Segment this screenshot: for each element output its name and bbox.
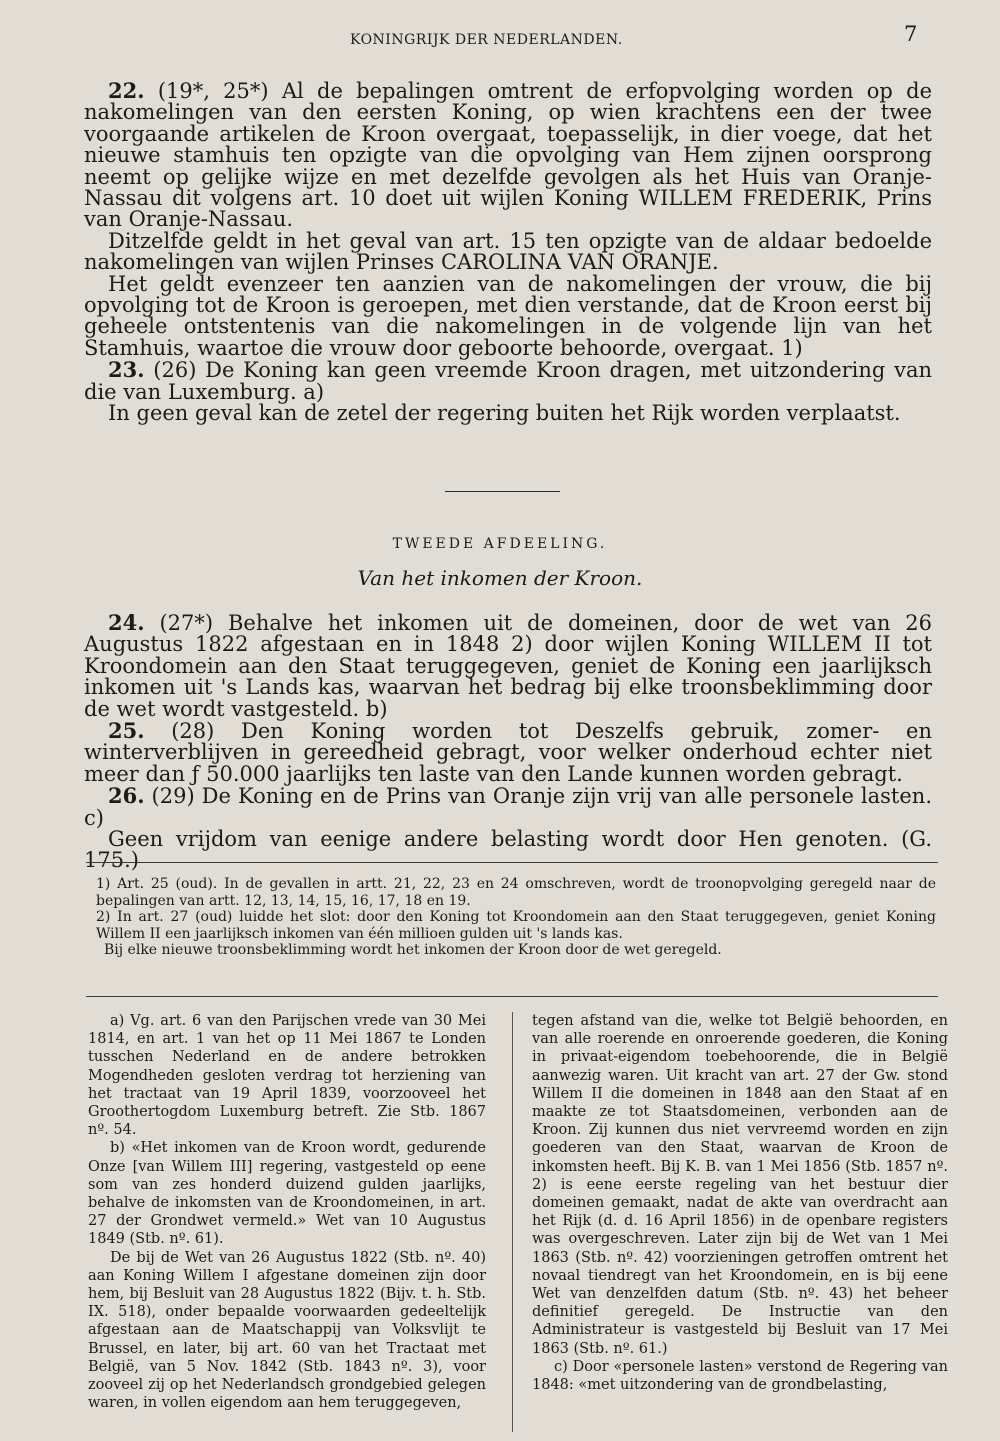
note-a: a) Vg. art. 6 van den Parijschen vrede van 30 Mei 1814, en art. 1 van het op 11 Mei 1867 te Londen tusschen Nederland en de andere betrokken Mogendheden gesloten verdrag tot herziening van het tractaat van 19 April 1839, voorzooveel het Groothertogdom Luxemburg betreft. Zie Stb. 1867 nº. 54.: [88, 1013, 486, 1139]
main-text-part-1: [84, 80, 932, 425]
article-text: (26) De Koning kan geen vreemde Kroon dragen, met uitzondering van die van Luxemburg. a): [84, 358, 932, 404]
main-text-part-2: [84, 612, 932, 872]
footnote-2-continued: Bij elke nieuwe troonsbeklimming wordt het inkomen der Kroon door de wet geregeld.: [104, 942, 722, 959]
paragraph: Het geldt evenzeer ten aanzien van de nakomelingen der vrouw, die bij opvolging tot de Kroon is geroepen, met dien verstande, dat de Kroon eerst bij geheele ontstentenis van die nakomelingen in de volgende lijn van het Stamhuis, waartoe die vrouw door geboorte behoorde, overgaat. 1): [84, 271, 932, 360]
footnote-1: 1) Art. 25 (oud). In de gevallen in artt. 21, 22, 23 en 24 omschreven, wordt de troonopvolging geregeld naar de bepalingen van artt. 12, 13, 14, 15, 16, 17, 18 en 19.: [96, 876, 936, 909]
article-number: 22.: [108, 78, 145, 103]
article-24: [84, 612, 932, 720]
section-divider: [445, 491, 560, 492]
article-22: [84, 80, 932, 231]
page-number: 7: [904, 22, 918, 46]
article-number: 25.: [108, 718, 145, 744]
notes-rule: [86, 996, 938, 997]
article-25: [84, 720, 932, 785]
article-text: (19*, 25*) Al de bepalingen omtrent de erfopvolging worden op de nakomelingen van den eersten Koning, op wien krachtens een der twee voorgaande artikelen de Kroon overgaat, toepasselijk, in dier voege, dat het nieuwe stamhuis ten opzigte van die opvolging van Hem zijnen oorsprong neemt op gelijke wijze en met dezelfde gevolgen als het Huis van Oranje-Nassau dit volgens art. 10 doet uit wijlen Koning WILLEM FREDERIK, Prins van Oranje-Nassau.: [84, 79, 932, 232]
article-text: (27*) Behalve het inkomen uit de domeinen, door de wet van 26 Augustus 1822 afgestaan en in 1848 2) door wijlen Koning WILLEM II tot Kroondomein aan den Staat teruggegeven, geniet de Koning een jaarlijksch inkomen uit 's Lands kas, waarvan het bedrag bij elke troonsbeklimming door de wet wordt vastgesteld. b): [84, 611, 932, 721]
article-number: 23.: [108, 357, 145, 383]
footnote-rule: [86, 862, 938, 863]
article-text: (28) Den Koning worden tot Deszelfs gebruik, zomer- en winterverblijven in gereedheid gebragt, voor welker onderhoud echter niet meer dan ƒ 50.000 jaarlijks ten laste van den Lande kunnen worden gebragt.: [84, 719, 932, 786]
paragraph: Geen vrijdom van eenige andere belasting wordt door Hen genoten. (G. 175.): [84, 827, 932, 873]
note-b-continued-right: tegen afstand van die, welke tot België behoorden, en van alle roerende en onroerende goederen, die Koning in privaat-eigendom toebehoorende, die in België aanwezig waren. Uit kracht van art. 27 der Gw. stond Willem II die domeinen in 1848 aan den Staat af en maakte ze tot Staatsdomeinen, verbonden aan de Kroon. Zij kunnen dus niet vervreemd worden en zijn goederen van den Staat, waarvan de Kroon de inkomsten heeft. Bij K. B. van 1 Mei 1856 (Stb. 1857 nº. 2) is eene eerste regeling van het bestuur dier domeinen gemaakt, nadat de akte van overdracht aan het Rijk (d. d. 16 April 1856) in de openbare registers was overgeschreven. Later zijn bij de Wet van 1 Mei 1863 (Stb. nº. 42) voorzieningen getroffen omtrent het novaal tiendregt van het Kroondomein, en is bij eene Wet van denzelfden datum (Stb. nº. 43) het beheer definitief geregeld. De Instructie van den Administrateur is vastgesteld bij Besluit van 17 Mei 1863 (Stb. nº. 61.): [532, 1013, 948, 1357]
note-b: b) «Het inkomen van de Kroon wordt, gedurende Onze [van Willem III] regering, vastgesteld op eene som van zes honderd duizend gulden jaarlijks, behalve de inkomsten van de Kroondomeinen, in art. 27 der Grondwet vermeld.» Wet van 10 Augustus 1849 (Stb. nº. 61).: [88, 1140, 486, 1248]
note-c: c) Door «personele lasten» verstond de Regering van 1848: «met uitzondering van de grondbelasting,: [532, 1358, 948, 1394]
article-number: 26.: [108, 783, 145, 809]
article-text: (29) De Koning en de Prins van Oranje zijn vrij van alle personele lasten. c): [84, 784, 932, 830]
article-number: 24.: [108, 610, 145, 635]
note-b-continued: De bij de Wet van 26 Augustus 1822 (Stb. nº. 40) aan Koning Willem I afgestane domeinen zijn door hem, bij Besluit van 28 Augustus 1822 (Bijv. t. h. Stb. IX. 518), onder bepaalde voorwaarden gedeeltelijk afgestaan aan de Maatschappij van Volksvlijt te Brussel, en later, bij art. 60 van het Tractaat met België, van 5 Nov. 1842 (Stb. 1843 nº. 3), voor zooveel zij op het Nederlandsch grondgebied gelegen waren, in vollen eigendom aan hem teruggegeven,: [88, 1249, 486, 1412]
running-head: KONINGRIJK DER NEDERLANDEN.: [350, 32, 623, 48]
footnotes: [96, 876, 936, 959]
section-title: Van het inkomen der Kroon.: [357, 566, 643, 590]
article-23: [84, 359, 932, 403]
section-label: TWEEDE AFDEELING.: [392, 536, 608, 552]
footnote-2: 2) In art. 27 (oud) luidde het slot: door den Koning tot Kroondomein aan den Staat teruggegeven, geniet Koning Willem II een jaarlijksch inkomen van één millioen gulden uit 's lands kas.: [96, 909, 936, 942]
paragraph: In geen geval kan de zetel der regering buiten het Rijk worden verplaatst.: [108, 401, 901, 426]
article-26: [84, 785, 932, 829]
editor-notes-right-column: [532, 1012, 948, 1394]
paragraph: Ditzelfde geldt in het geval van art. 15 ten opzigte van de aldaar bedoelde nakomelingen van wijlen Prinses CAROLINA VAN ORANJE.: [84, 228, 932, 275]
column-divider: [512, 1012, 513, 1432]
editor-notes-left-column: [88, 1012, 486, 1412]
